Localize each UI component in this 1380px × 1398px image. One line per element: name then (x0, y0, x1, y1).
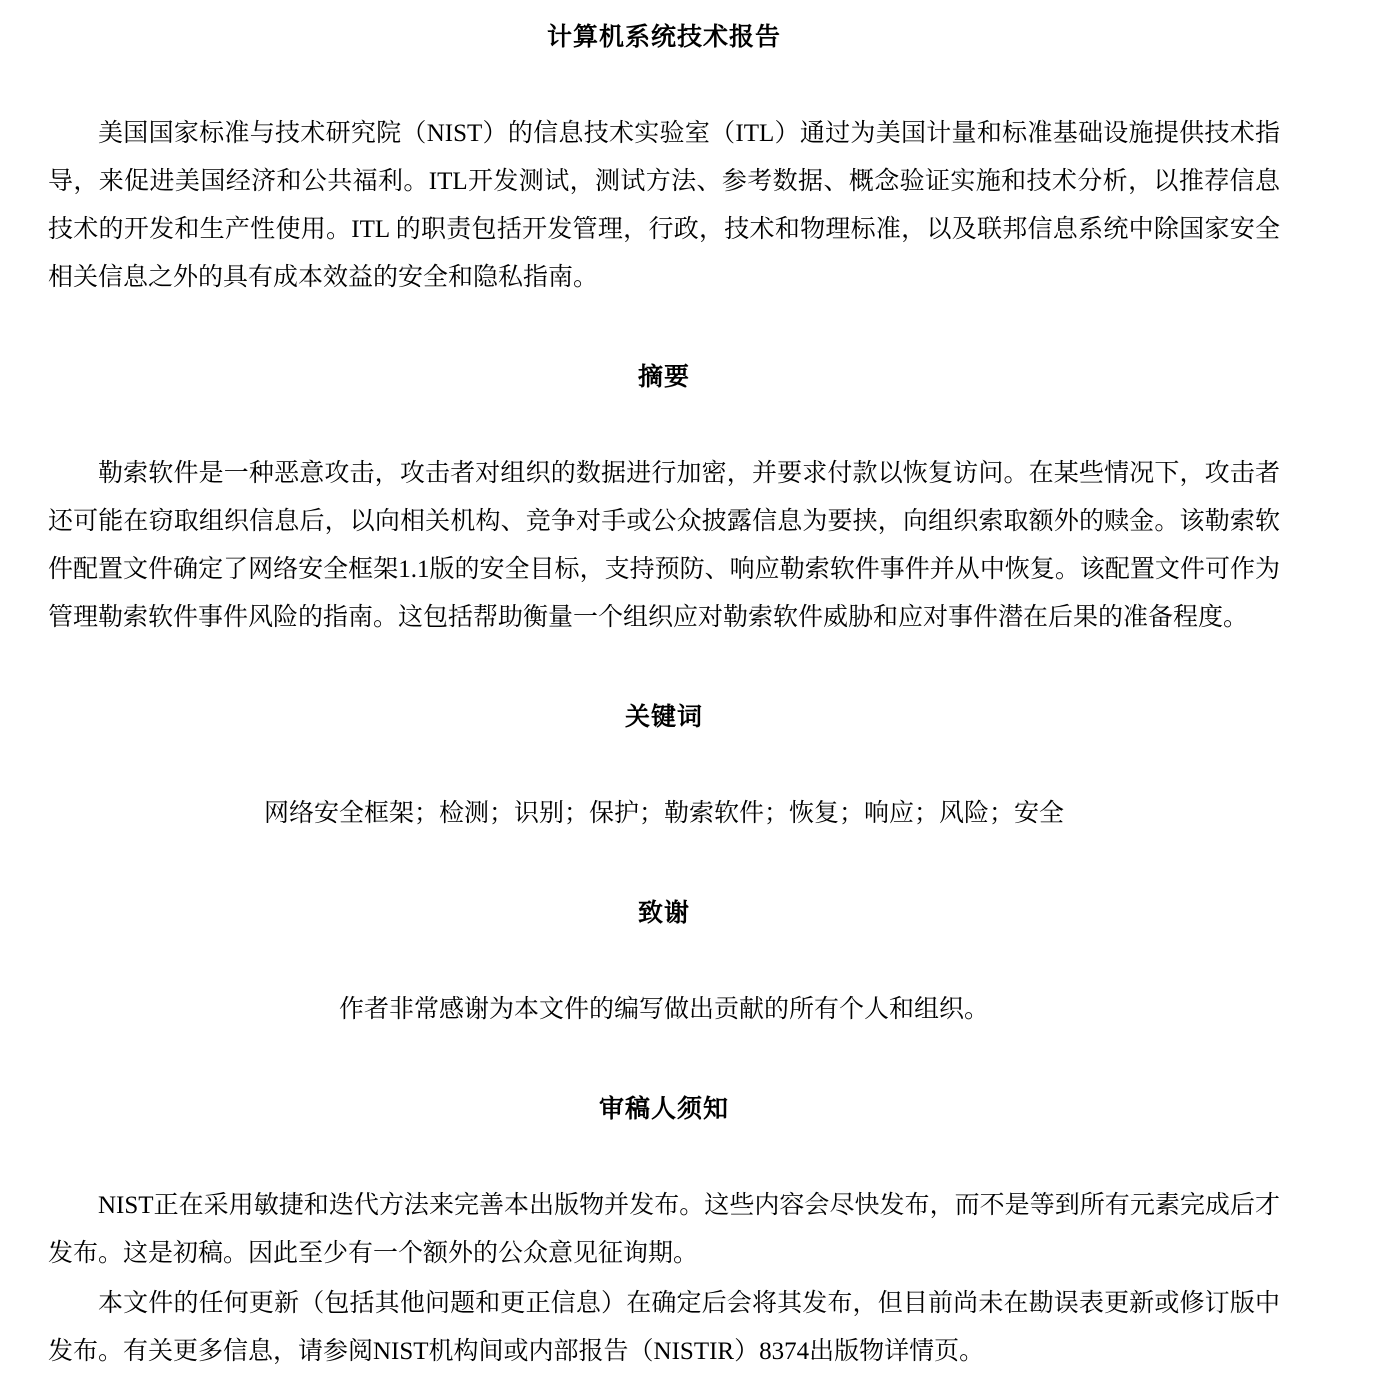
note-to-reviewers-paragraph-2: 本文件的任何更新（包括其他问题和更正信息）在确定后会将其发布，但目前尚未在勘误表更新或修订版中发布。有关更多信息，请参阅NIST机构间或内部报告（NISTIR）8374出版物详情页。 (48, 1290, 1280, 1365)
intro-paragraph: 美国国家标准与技术研究院（NIST）的信息技术实验室（ITL）通过为美国计量和标准基础设施提供技术指导，来促进美国经济和公共福利。ITL开发测试，测试方法、参考数据、概念验证实施和技术分析，以推荐信息技术的开发和生产性使用。ITL 的职责包括开发管理，行政，技术和物理标准，以及联邦信息系统中除国家安全相关信息之外的具有成本效益的安全和隐私指南。 (48, 120, 1280, 291)
note-to-reviewers-paragraph-1: NIST正在采用敏捷和迭代方法来完善本出版物并发布。这些内容会尽快发布，而不是等到所有元素完成后才发布。这是初稿。因此至少有一个额外的公众意见征询期。 (48, 1192, 1280, 1267)
note-to-reviewers-heading: 审稿人须知 (598, 1096, 729, 1123)
abstract-paragraph: 勒索软件是一种恶意攻击，攻击者对组织的数据进行加密，并要求付款以恢复访问。在某些情况下，攻击者还可能在窃取组织信息后，以向相关机构、竞争对手或公众披露信息为要挟，向组织索取额外的赎金。该勒索软件配置文件确定了网络安全框架1.1版的安全目标，支持预防、响应勒索软件事件并从中恢复。该配置文件可作为管理勒索软件事件风险的指南。这包括帮助衡量一个组织应对勒索软件威胁和应对事件潜在后果的准备程度。 (48, 460, 1280, 631)
document-title: 计算机系统技术报告 (546, 24, 781, 51)
acknowledgements-heading: 致谢 (637, 900, 690, 927)
acknowledgements-line: 作者非常感谢为本文件的编写做出贡献的所有个人和组织。 (338, 996, 989, 1023)
abstract-heading: 摘要 (637, 364, 690, 391)
keywords-heading: 关键词 (624, 704, 703, 731)
keywords-line: 网络安全框架；检测；识别；保护；勒索软件；恢复；响应；风险；安全 (263, 800, 1064, 827)
